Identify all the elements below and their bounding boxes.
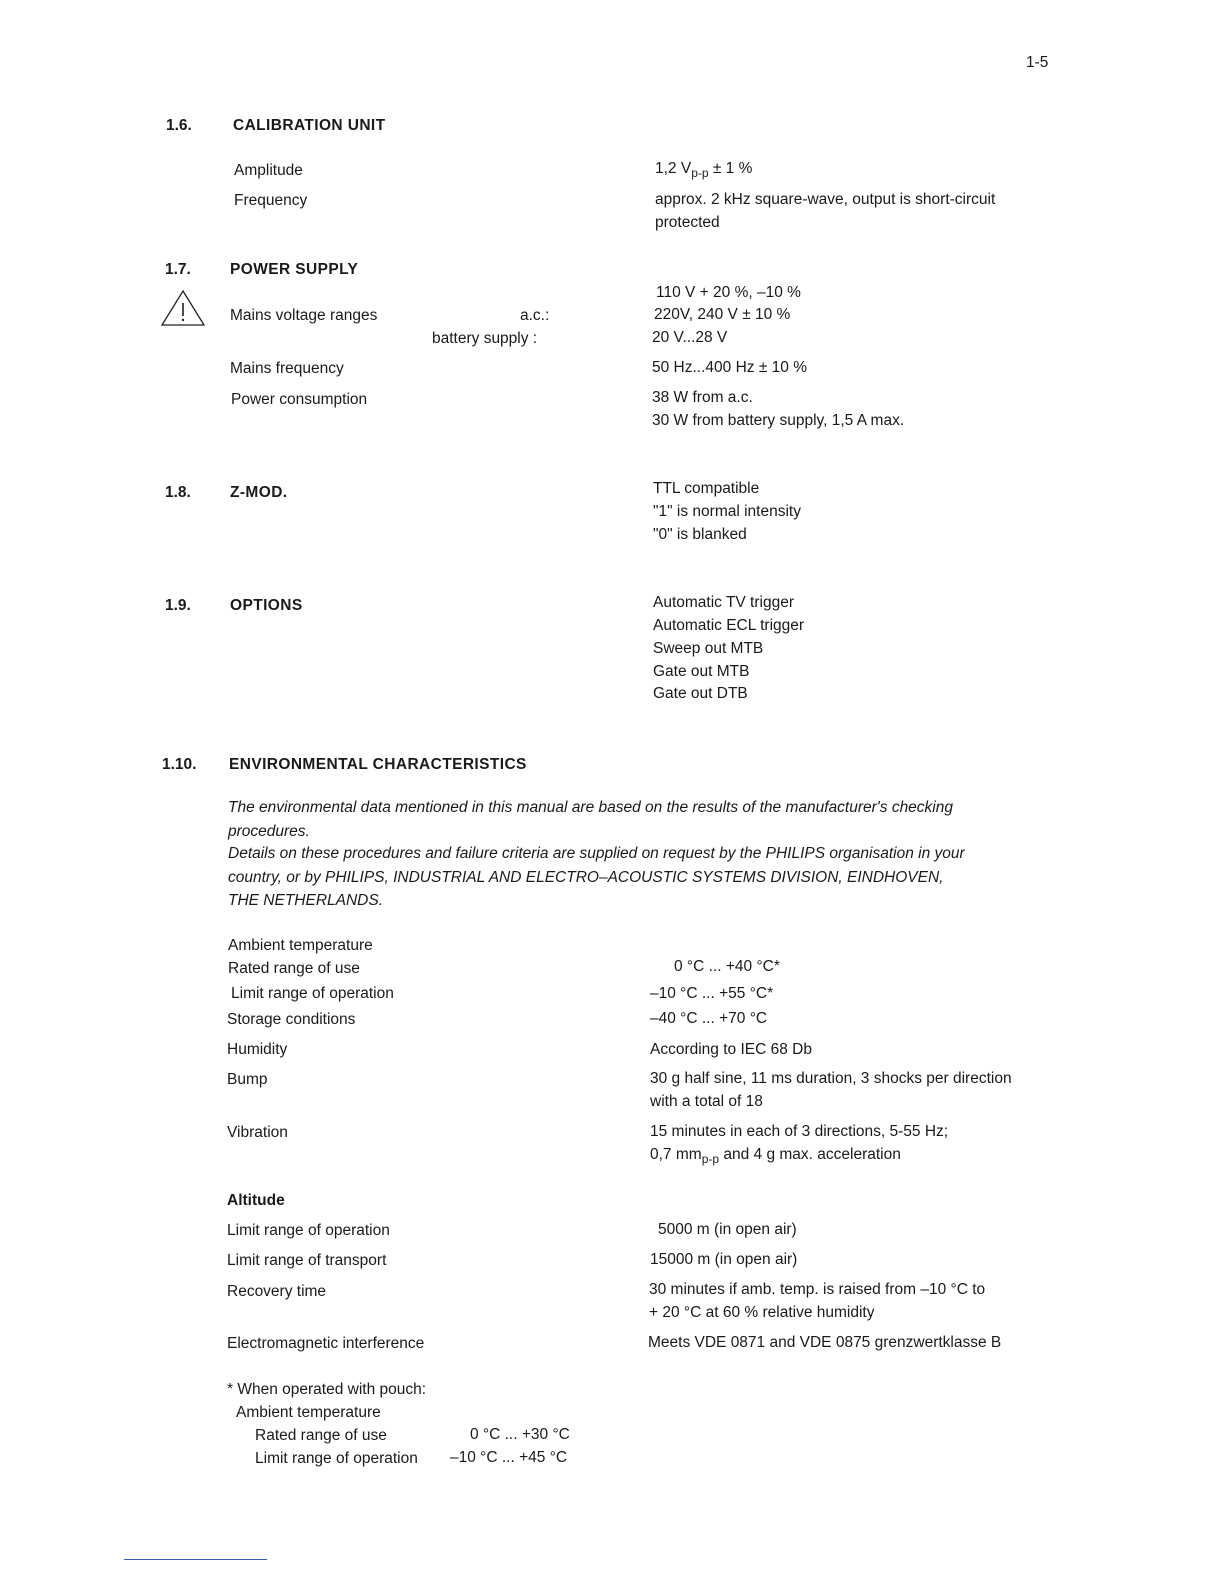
altitude-limit-value: 5000 m (in open air) [658, 1221, 797, 1238]
footnote-line-2: Ambient temperature [236, 1404, 381, 1421]
section-1-9-number: 1.9. [165, 597, 191, 614]
footnote-limit-value: –10 °C ... +45 °C [450, 1449, 568, 1466]
section-1-10-number: 1.10. [162, 756, 197, 773]
amplitude-value: 1,2 $V_{p-p} \pm 1$ % [655, 160, 753, 180]
amplitude-label: Amplitude [234, 162, 303, 179]
bump-value-1: 30 g half sine, 11 ms duration, 3 shocks per direction [650, 1070, 1012, 1087]
voltage-range-2: 220V, 240 V ± 10 % [654, 306, 791, 323]
section-1-6-number: 1.6. [166, 117, 192, 134]
limit-range-label: Limit range of operation [231, 985, 394, 1002]
bump-value-2: with a total of 18 [650, 1093, 763, 1110]
zmod-value-2: "1" is normal intensity [653, 503, 801, 520]
intro-line-4: country, or by PHILIPS, INDUSTRIAL AND ELECTRO–ACOUSTIC SYSTEMS DIVISION, EINDHOVEN, [228, 869, 944, 886]
page-number: 1-5 [1026, 54, 1049, 71]
section-1-7-number: 1.7. [165, 261, 191, 278]
section-1-8-number: 1.8. [165, 484, 191, 501]
section-1-8-title: Z-MOD. [230, 484, 288, 501]
power-consumption-value-1: 38 W from a.c. [652, 389, 753, 406]
mains-frequency-label: Mains frequency [230, 360, 344, 377]
option-item: Automatic TV trigger [653, 594, 794, 611]
option-item: Sweep out MTB [653, 640, 764, 657]
rated-range-label: Rated range of use [228, 960, 360, 977]
ac-label: a.c.: [520, 307, 550, 324]
option-item: Gate out DTB [653, 685, 748, 702]
vibration-value-2: 0,7 $mm_{p-p}$ and 4 g max. acceleration [650, 1146, 901, 1166]
storage-conditions-value: –40 °C ... +70 °C [650, 1010, 768, 1027]
emi-value: Meets VDE 0871 and VDE 0875 grenzwertklasse B [648, 1334, 1002, 1351]
intro-line-2: procedures. [228, 823, 310, 840]
section-1-9-title: OPTIONS [230, 597, 303, 614]
intro-line-3: Details on these procedures and failure criteria are supplied on request by the PHILIPS organisation in your [228, 845, 965, 862]
storage-conditions-label: Storage conditions [227, 1011, 356, 1028]
option-item: Gate out MTB [653, 663, 750, 680]
bump-label: Bump [227, 1071, 268, 1088]
mains-voltage-label: Mains voltage ranges [230, 307, 378, 324]
voltage-range-1: 110 V + 20 %, –10 % [656, 284, 801, 301]
footnote-limit-label: Limit range of operation [255, 1450, 418, 1467]
power-consumption-value-2: 30 W from battery supply, 1,5 A max. [652, 412, 905, 429]
recovery-time-value-2: + 20 °C at 60 % relative humidity [649, 1304, 875, 1321]
footnote-line-1: * When operated with pouch: [227, 1381, 427, 1398]
footnote-rated-label: Rated range of use [255, 1427, 387, 1444]
frequency-label: Frequency [234, 192, 308, 209]
section-1-6-title: CALIBRATION UNIT [233, 117, 386, 134]
limit-range-value: –10 °C ... +55 °C* [650, 985, 774, 1002]
humidity-value: According to IEC 68 Db [650, 1041, 812, 1058]
recovery-time-label: Recovery time [227, 1283, 327, 1300]
recovery-time-value-1: 30 minutes if amb. temp. is raised from –10 °C to [649, 1281, 986, 1298]
altitude-heading: Altitude [227, 1192, 285, 1209]
zmod-value-3: "0" is blanked [653, 526, 747, 543]
section-1-7-title: POWER SUPPLY [230, 261, 359, 278]
frequency-value-line-1: approx. 2 kHz square-wave, output is short-circuit [655, 191, 996, 208]
frequency-value-line-2: protected [655, 214, 720, 231]
footnote-rated-value: 0 °C ... +30 °C [470, 1426, 570, 1443]
altitude-limit-label: Limit range of operation [227, 1222, 390, 1239]
voltage-range-3: 20 V...28 V [652, 329, 728, 346]
mains-frequency-value: 50 Hz...400 Hz ± 10 % [652, 359, 807, 376]
section-1-10-title: ENVIRONMENTAL CHARACTERISTICS [229, 756, 527, 773]
emi-label: Electromagnetic interference [227, 1335, 425, 1352]
intro-line-1: The environmental data mentioned in this manual are based on the results of the manufacturer's checking [228, 799, 953, 816]
zmod-value-1: TTL compatible [653, 480, 760, 497]
warning-triangle-icon [159, 288, 207, 328]
altitude-transport-label: Limit range of transport [227, 1252, 387, 1269]
vibration-value-1: 15 minutes in each of 3 directions, 5-55 Hz; [650, 1123, 949, 1140]
vibration-label: Vibration [227, 1124, 288, 1141]
option-item: Automatic ECL trigger [653, 617, 805, 634]
altitude-transport-value: 15000 m (in open air) [650, 1251, 798, 1268]
power-consumption-label: Power consumption [231, 391, 368, 408]
bottom-rule [124, 1559, 267, 1560]
battery-supply-label: battery supply : [432, 330, 538, 347]
intro-line-5: THE NETHERLANDS. [228, 892, 384, 909]
humidity-label: Humidity [227, 1041, 288, 1058]
rated-range-value: 0 °C ... +40 °C* [674, 958, 780, 975]
ambient-temperature-label: Ambient temperature [228, 937, 373, 954]
